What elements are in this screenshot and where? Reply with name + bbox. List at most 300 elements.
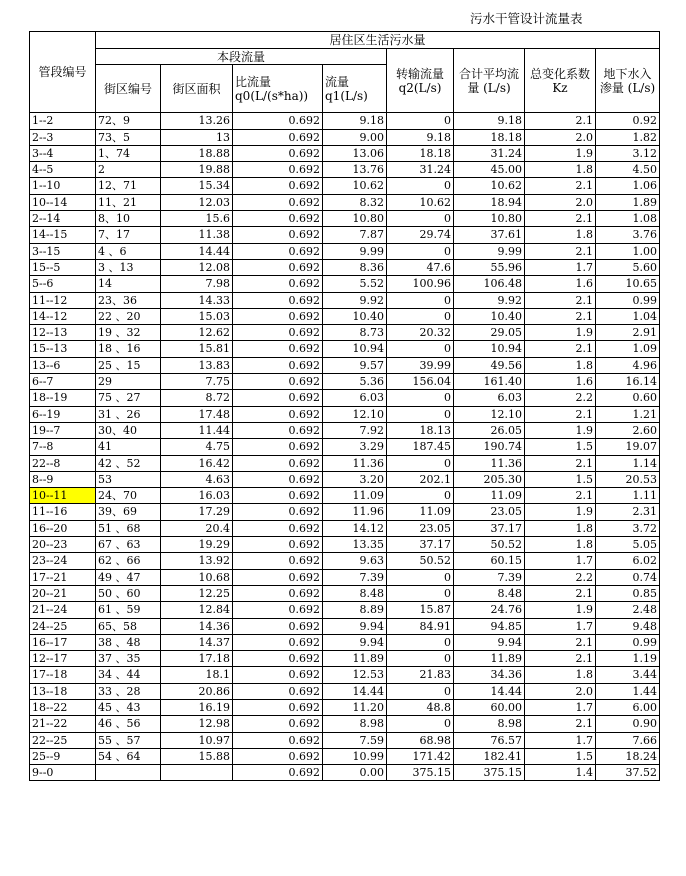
header-local-flow: 本段流量 [96, 49, 387, 65]
transfer-cell: 187.45 [387, 439, 454, 455]
spec-flow-cell: 0.692 [233, 667, 323, 683]
kz-cell: 1.8 [525, 667, 596, 683]
transfer-cell: 37.17 [387, 537, 454, 553]
pipe-id-cell: 3--15 [30, 243, 96, 259]
table-row [30, 455, 660, 471]
transfer-cell: 0 [387, 390, 454, 406]
flow-cell: 3.20 [323, 471, 387, 487]
block-area-cell: 19.88 [161, 162, 233, 178]
pipe-id-cell: 6--7 [30, 374, 96, 390]
transfer-cell: 0 [387, 634, 454, 650]
kz-cell: 2.2 [525, 569, 596, 585]
kz-cell: 2.0 [525, 194, 596, 210]
table-row [30, 520, 660, 536]
total-cell: 37.17 [454, 520, 525, 536]
block-area-cell: 20.4 [161, 520, 233, 536]
kz-cell: 1.9 [525, 145, 596, 161]
flow-cell: 9.57 [323, 357, 387, 373]
kz-cell: 1.9 [525, 602, 596, 618]
total-cell: 8.48 [454, 585, 525, 601]
block-no-cell: 46 、56 [96, 716, 161, 732]
flow-cell: 11.36 [323, 455, 387, 471]
flow-cell: 9.94 [323, 618, 387, 634]
block-area-cell: 17.48 [161, 406, 233, 422]
table-row [30, 553, 660, 569]
spec-flow-cell: 0.692 [233, 455, 323, 471]
total-cell: 34.36 [454, 667, 525, 683]
spec-flow-cell: 0.692 [233, 488, 323, 504]
pipe-id-cell: 17--21 [30, 569, 96, 585]
flow-cell: 0.00 [323, 765, 387, 781]
header-spec-flow: 比流量 q0(L/(s*ha)) [233, 65, 323, 113]
pipe-id-cell: 18--19 [30, 390, 96, 406]
table-row [30, 194, 660, 210]
transfer-cell: 0 [387, 651, 454, 667]
spec-flow-cell: 0.692 [233, 325, 323, 341]
infil-cell: 10.65 [596, 276, 660, 292]
kz-cell: 2.1 [525, 308, 596, 324]
flow-cell: 3.29 [323, 439, 387, 455]
table-row [30, 406, 660, 422]
kz-cell: 1.5 [525, 748, 596, 764]
transfer-cell: 10.62 [387, 194, 454, 210]
block-area-cell: 13.92 [161, 553, 233, 569]
infil-cell: 1.00 [596, 243, 660, 259]
total-cell: 161.40 [454, 374, 525, 390]
table-row [30, 308, 660, 324]
flow-cell: 8.73 [323, 325, 387, 341]
block-no-cell: 34 、44 [96, 667, 161, 683]
spec-flow-cell: 0.692 [233, 683, 323, 699]
spec-flow-cell: 0.692 [233, 748, 323, 764]
spec-flow-cell: 0.692 [233, 569, 323, 585]
pipe-id-cell: 16--20 [30, 520, 96, 536]
infil-cell: 3.72 [596, 520, 660, 536]
total-cell: 26.05 [454, 422, 525, 438]
infil-cell: 0.60 [596, 390, 660, 406]
header-pipe-id: 管段编号 [30, 32, 96, 113]
header-infil: 地下水入渗量 (L/s) [596, 49, 660, 113]
total-cell: 190.74 [454, 439, 525, 455]
block-area-cell: 20.86 [161, 683, 233, 699]
block-no-cell: 53 [96, 471, 161, 487]
kz-cell: 2.2 [525, 390, 596, 406]
pipe-id-cell: 21--24 [30, 602, 96, 618]
total-cell: 10.40 [454, 308, 525, 324]
total-cell: 11.89 [454, 651, 525, 667]
transfer-cell: 0 [387, 292, 454, 308]
pipe-id-cell: 18--22 [30, 699, 96, 715]
infil-cell: 1.21 [596, 406, 660, 422]
block-no-cell: 4 、6 [96, 243, 161, 259]
table-title: 污水干管设计流量表 [470, 11, 583, 26]
infil-cell: 6.02 [596, 553, 660, 569]
infil-cell: 4.96 [596, 357, 660, 373]
infil-cell: 0.90 [596, 716, 660, 732]
pipe-id-cell: 20--21 [30, 585, 96, 601]
kz-cell: 1.8 [525, 227, 596, 243]
infil-cell: 9.48 [596, 618, 660, 634]
block-area-cell: 7.98 [161, 276, 233, 292]
pipe-id-cell: 10--14 [30, 194, 96, 210]
block-no-cell [96, 765, 161, 781]
transfer-cell: 23.05 [387, 520, 454, 536]
pipe-id-cell: 14--12 [30, 308, 96, 324]
pipe-id-cell: 3--4 [30, 145, 96, 161]
block-area-cell: 18.88 [161, 145, 233, 161]
spec-flow-cell: 0.692 [233, 276, 323, 292]
kz-cell: 2.1 [525, 243, 596, 259]
spec-flow-cell: 0.692 [233, 243, 323, 259]
block-no-cell: 14 [96, 276, 161, 292]
block-no-cell: 61 、59 [96, 602, 161, 618]
block-no-cell: 30、40 [96, 422, 161, 438]
block-area-cell: 16.03 [161, 488, 233, 504]
kz-cell: 1.7 [525, 732, 596, 748]
infil-cell: 3.76 [596, 227, 660, 243]
flow-cell: 6.03 [323, 390, 387, 406]
transfer-cell: 50.52 [387, 553, 454, 569]
block-no-cell: 65、58 [96, 618, 161, 634]
block-no-cell: 2 [96, 162, 161, 178]
total-cell: 6.03 [454, 390, 525, 406]
spec-flow-cell: 0.692 [233, 357, 323, 373]
transfer-cell: 48.8 [387, 699, 454, 715]
transfer-cell: 18.13 [387, 422, 454, 438]
total-cell: 12.10 [454, 406, 525, 422]
pipe-id-cell: 22--8 [30, 455, 96, 471]
header-block-no: 街区编号 [96, 65, 161, 113]
table-row [30, 178, 660, 194]
block-no-cell: 73、5 [96, 129, 161, 145]
infil-cell: 2.31 [596, 504, 660, 520]
infil-cell: 1.09 [596, 341, 660, 357]
block-no-cell: 51 、68 [96, 520, 161, 536]
table-row [30, 504, 660, 520]
block-no-cell: 75 、27 [96, 390, 161, 406]
block-no-cell: 49 、47 [96, 569, 161, 585]
flow-cell: 10.80 [323, 211, 387, 227]
kz-cell: 2.1 [525, 585, 596, 601]
spec-flow-cell: 0.692 [233, 374, 323, 390]
total-cell: 11.36 [454, 455, 525, 471]
infil-cell: 5.05 [596, 537, 660, 553]
block-area-cell: 15.03 [161, 308, 233, 324]
transfer-cell: 20.32 [387, 325, 454, 341]
table-row [30, 259, 660, 275]
block-area-cell: 12.03 [161, 194, 233, 210]
table-row [30, 113, 660, 129]
transfer-cell: 39.99 [387, 357, 454, 373]
block-no-cell: 3 、13 [96, 259, 161, 275]
table-row [30, 390, 660, 406]
table-row [30, 471, 660, 487]
infil-cell: 0.85 [596, 585, 660, 601]
spec-flow-cell: 0.692 [233, 145, 323, 161]
kz-cell: 2.1 [525, 716, 596, 732]
block-area-cell: 13.26 [161, 113, 233, 129]
block-no-cell: 22 、20 [96, 308, 161, 324]
total-cell: 23.05 [454, 504, 525, 520]
total-cell: 18.18 [454, 129, 525, 145]
kz-cell: 1.7 [525, 618, 596, 634]
kz-cell: 1.8 [525, 537, 596, 553]
block-area-cell: 14.37 [161, 634, 233, 650]
table-row [30, 748, 660, 764]
table-row [30, 145, 660, 161]
kz-cell: 2.1 [525, 211, 596, 227]
block-area-cell: 12.25 [161, 585, 233, 601]
flow-cell: 7.59 [323, 732, 387, 748]
transfer-cell: 47.6 [387, 259, 454, 275]
infil-cell: 1.08 [596, 211, 660, 227]
infil-cell: 1.11 [596, 488, 660, 504]
header-transfer: 转输流量 q2(L/s) [387, 49, 454, 113]
kz-cell: 2.1 [525, 292, 596, 308]
block-no-cell: 25 、15 [96, 357, 161, 373]
total-cell: 60.00 [454, 699, 525, 715]
pipe-id-cell: 1--10 [30, 178, 96, 194]
infil-cell: 1.19 [596, 651, 660, 667]
header-group: 居住区生活污水量 [96, 32, 660, 49]
kz-cell: 2.0 [525, 129, 596, 145]
infil-cell: 0.99 [596, 634, 660, 650]
flow-cell: 11.09 [323, 488, 387, 504]
infil-cell: 18.24 [596, 748, 660, 764]
pipe-id-cell: 4--5 [30, 162, 96, 178]
flow-cell: 9.00 [323, 129, 387, 145]
infil-cell: 1.44 [596, 683, 660, 699]
pipe-id-cell: 2--14 [30, 211, 96, 227]
table-row [30, 732, 660, 748]
block-no-cell: 8、10 [96, 211, 161, 227]
kz-cell: 2.1 [525, 113, 596, 129]
spec-flow-cell: 0.692 [233, 422, 323, 438]
block-no-cell: 50 、60 [96, 585, 161, 601]
block-no-cell: 67 、63 [96, 537, 161, 553]
block-no-cell: 33 、28 [96, 683, 161, 699]
total-cell: 49.56 [454, 357, 525, 373]
transfer-cell: 31.24 [387, 162, 454, 178]
total-cell: 205.30 [454, 471, 525, 487]
spec-flow-cell: 0.692 [233, 553, 323, 569]
pipe-id-cell: 14--15 [30, 227, 96, 243]
transfer-cell: 0 [387, 113, 454, 129]
transfer-cell: 15.87 [387, 602, 454, 618]
kz-cell: 1.6 [525, 374, 596, 390]
block-no-cell: 39、69 [96, 504, 161, 520]
table-row [30, 699, 660, 715]
table-row [30, 211, 660, 227]
pipe-id-cell: 20--23 [30, 537, 96, 553]
block-area-cell: 4.75 [161, 439, 233, 455]
block-area-cell: 14.44 [161, 243, 233, 259]
transfer-cell: 0 [387, 341, 454, 357]
transfer-cell: 21.83 [387, 667, 454, 683]
spec-flow-cell: 0.692 [233, 520, 323, 536]
spec-flow-cell: 0.692 [233, 211, 323, 227]
block-no-cell: 41 [96, 439, 161, 455]
spec-flow-cell: 0.692 [233, 162, 323, 178]
flow-cell: 11.20 [323, 699, 387, 715]
table-row [30, 537, 660, 553]
table-row [30, 716, 660, 732]
table-row [30, 683, 660, 699]
total-cell: 182.41 [454, 748, 525, 764]
infil-cell: 0.92 [596, 113, 660, 129]
block-area-cell: 12.84 [161, 602, 233, 618]
infil-cell: 1.82 [596, 129, 660, 145]
flow-cell: 8.32 [323, 194, 387, 210]
table-row [30, 439, 660, 455]
pipe-id-cell: 1--2 [30, 113, 96, 129]
kz-cell: 1.5 [525, 471, 596, 487]
transfer-cell: 0 [387, 585, 454, 601]
pipe-id-cell: 16--17 [30, 634, 96, 650]
block-area-cell: 15.88 [161, 748, 233, 764]
pipe-id-cell: 5--6 [30, 276, 96, 292]
block-no-cell: 23、36 [96, 292, 161, 308]
pipe-id-cell: 23--24 [30, 553, 96, 569]
pipe-id-cell: 11--16 [30, 504, 96, 520]
flow-cell: 9.18 [323, 113, 387, 129]
spec-flow-cell: 0.692 [233, 699, 323, 715]
pipe-id-cell: 12--13 [30, 325, 96, 341]
block-area-cell: 4.63 [161, 471, 233, 487]
total-cell: 11.09 [454, 488, 525, 504]
spec-flow-cell: 0.692 [233, 129, 323, 145]
block-area-cell: 8.72 [161, 390, 233, 406]
table-row [30, 374, 660, 390]
total-cell: 9.94 [454, 634, 525, 650]
table-row [30, 651, 660, 667]
block-no-cell: 72、9 [96, 113, 161, 129]
transfer-cell: 156.04 [387, 374, 454, 390]
table-row [30, 292, 660, 308]
kz-cell: 1.8 [525, 357, 596, 373]
table-row [30, 569, 660, 585]
block-area-cell: 14.36 [161, 618, 233, 634]
kz-cell: 2.1 [525, 488, 596, 504]
infil-cell: 2.48 [596, 602, 660, 618]
flow-cell: 12.53 [323, 667, 387, 683]
transfer-cell: 0 [387, 455, 454, 471]
total-cell: 14.44 [454, 683, 525, 699]
spec-flow-cell: 0.692 [233, 716, 323, 732]
transfer-cell: 0 [387, 683, 454, 699]
total-cell: 9.18 [454, 113, 525, 129]
transfer-cell: 0 [387, 308, 454, 324]
flow-cell: 14.44 [323, 683, 387, 699]
block-no-cell: 29 [96, 374, 161, 390]
flow-cell: 8.36 [323, 259, 387, 275]
total-cell: 375.15 [454, 765, 525, 781]
transfer-cell: 202.1 [387, 471, 454, 487]
transfer-cell: 84.91 [387, 618, 454, 634]
header-block-area: 街区面积 [161, 65, 233, 113]
total-cell: 31.24 [454, 145, 525, 161]
table-row [30, 325, 660, 341]
spec-flow-cell: 0.692 [233, 227, 323, 243]
flow-cell: 9.92 [323, 292, 387, 308]
flow-cell: 9.94 [323, 634, 387, 650]
block-area-cell: 18.1 [161, 667, 233, 683]
block-area-cell: 12.98 [161, 716, 233, 732]
flow-cell: 5.52 [323, 276, 387, 292]
kz-cell: 2.0 [525, 683, 596, 699]
transfer-cell: 9.18 [387, 129, 454, 145]
kz-cell: 2.1 [525, 406, 596, 422]
spec-flow-cell: 0.692 [233, 341, 323, 357]
infil-cell: 3.12 [596, 145, 660, 161]
pipe-id-cell: 15--13 [30, 341, 96, 357]
flow-cell: 13.06 [323, 145, 387, 161]
transfer-cell: 11.09 [387, 504, 454, 520]
total-cell: 9.92 [454, 292, 525, 308]
flow-cell: 10.99 [323, 748, 387, 764]
spec-flow-cell: 0.692 [233, 308, 323, 324]
kz-cell: 2.1 [525, 341, 596, 357]
block-no-cell: 12、71 [96, 178, 161, 194]
total-cell: 76.57 [454, 732, 525, 748]
pipe-id-cell: 19--7 [30, 422, 96, 438]
flow-cell: 10.62 [323, 178, 387, 194]
transfer-cell: 0 [387, 243, 454, 259]
pipe-id-cell: 10--11 [30, 488, 96, 504]
block-no-cell: 24、70 [96, 488, 161, 504]
infil-cell: 2.60 [596, 422, 660, 438]
block-area-cell: 19.29 [161, 537, 233, 553]
kz-cell: 2.1 [525, 651, 596, 667]
kz-cell: 2.1 [525, 455, 596, 471]
total-cell: 106.48 [454, 276, 525, 292]
infil-cell: 3.44 [596, 667, 660, 683]
block-area-cell: 11.38 [161, 227, 233, 243]
flow-cell: 9.99 [323, 243, 387, 259]
table-row [30, 243, 660, 259]
infil-cell: 37.52 [596, 765, 660, 781]
transfer-cell: 0 [387, 406, 454, 422]
pipe-id-cell: 8--9 [30, 471, 96, 487]
flow-cell: 7.92 [323, 422, 387, 438]
flow-cell: 7.87 [323, 227, 387, 243]
infil-cell: 1.06 [596, 178, 660, 194]
spec-flow-cell: 0.692 [233, 651, 323, 667]
pipe-id-cell: 6--19 [30, 406, 96, 422]
flow-cell: 13.76 [323, 162, 387, 178]
infil-cell: 19.07 [596, 439, 660, 455]
spec-flow-cell: 0.692 [233, 471, 323, 487]
kz-cell: 2.1 [525, 178, 596, 194]
flow-cell: 11.96 [323, 504, 387, 520]
table-row [30, 667, 660, 683]
spec-flow-cell: 0.692 [233, 602, 323, 618]
pipe-id-cell: 12--17 [30, 651, 96, 667]
pipe-id-cell: 22--25 [30, 732, 96, 748]
kz-cell: 1.7 [525, 553, 596, 569]
transfer-cell: 18.18 [387, 145, 454, 161]
transfer-cell: 68.98 [387, 732, 454, 748]
total-cell: 8.98 [454, 716, 525, 732]
transfer-cell: 0 [387, 211, 454, 227]
flow-cell: 13.35 [323, 537, 387, 553]
block-area-cell: 7.75 [161, 374, 233, 390]
flow-cell: 7.39 [323, 569, 387, 585]
total-cell: 45.00 [454, 162, 525, 178]
header-total: 合计平均流量 (L/s) [454, 49, 525, 113]
infil-cell: 0.74 [596, 569, 660, 585]
table-row [30, 129, 660, 145]
